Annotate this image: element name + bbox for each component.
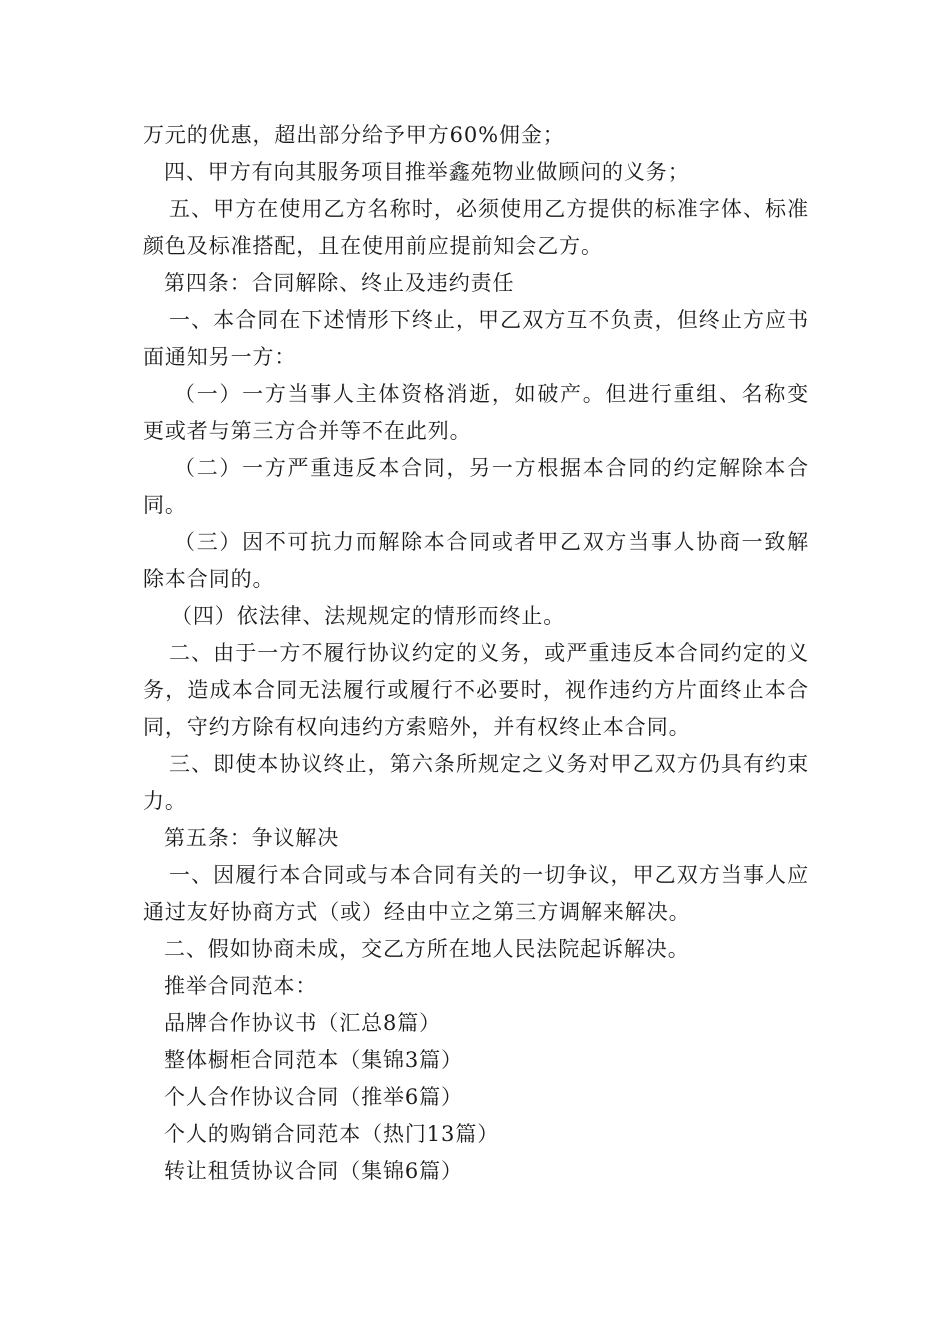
- recommended-link-cabinet-contract[interactable]: 整体橱柜合同范本（集锦3篇）: [164, 1048, 463, 1072]
- section-heading-article-4: 第四条：合同解除、终止及违约责任: [164, 271, 515, 295]
- paragraph-dispute-2: 二、假如协商未成，交乙方所在地人民法院起诉解决。: [164, 937, 690, 961]
- paragraph-clause-5: 五、甲方在使用乙方名称时，必须使用乙方提供的标准字体、标准颜色及标准搭配，且在使用前应提前知会乙方。: [143, 197, 809, 258]
- paragraph-termination-item-2: （二）一方严重违反本合同，另一方根据本合同的约定解除本合同。: [143, 456, 809, 517]
- document-body: [143, 117, 809, 1190]
- paragraph-commission-continued: 万元的优惠，超出部分给予甲方60%佣金；: [143, 123, 565, 147]
- recommended-heading: 推举合同范本：: [164, 974, 318, 998]
- paragraph-dispute-1: 一、因履行本合同或与本合同有关的一切争议，甲乙双方当事人应通过友好协商方式（或）经由中立之第三方调解来解决。: [143, 863, 809, 924]
- paragraph-termination-item-4: （四）依法律、法规规定的情形而终止。: [171, 604, 566, 628]
- paragraph-termination-2: 二、由于一方不履行协议约定的义务，或严重违反本合同约定的义务，造成本合同无法履行或履行不必要时，视作违约方片面终止本合同，守约方除有权向违约方索赔外，并有权终止本合同。: [143, 641, 809, 739]
- recommended-link-purchase-sales[interactable]: 个人的购销合同范本（热门13篇）: [164, 1122, 500, 1146]
- paragraph-termination-item-1: （一）一方当事人主体资格消逝，如破产。但进行重组、名称变更或者与第三方合并等不在此列。: [143, 382, 809, 443]
- paragraph-termination-1: 一、本合同在下述情形下终止，甲乙双方互不负责，但终止方应书面通知另一方：: [143, 308, 809, 369]
- paragraph-clause-4: 四、甲方有向其服务项目推举鑫苑物业做顾问的义务；: [164, 160, 690, 184]
- paragraph-termination-item-3: （三）因不可抗力而解除本合同或者甲乙双方当事人协商一致解除本合同的。: [143, 530, 809, 591]
- paragraph-termination-3: 三、即使本协议终止，第六条所规定之义务对甲乙双方仍具有约束力。: [143, 752, 809, 813]
- recommended-link-lease-transfer[interactable]: 转让租赁协议合同（集锦6篇）: [164, 1159, 463, 1183]
- section-heading-article-5: 第五条：争议解决: [164, 826, 340, 850]
- recommended-link-brand-cooperation[interactable]: 品牌合作协议书（汇总8篇）: [164, 1011, 442, 1035]
- recommended-link-personal-cooperation[interactable]: 个人合作协议合同（推举6篇）: [164, 1085, 463, 1109]
